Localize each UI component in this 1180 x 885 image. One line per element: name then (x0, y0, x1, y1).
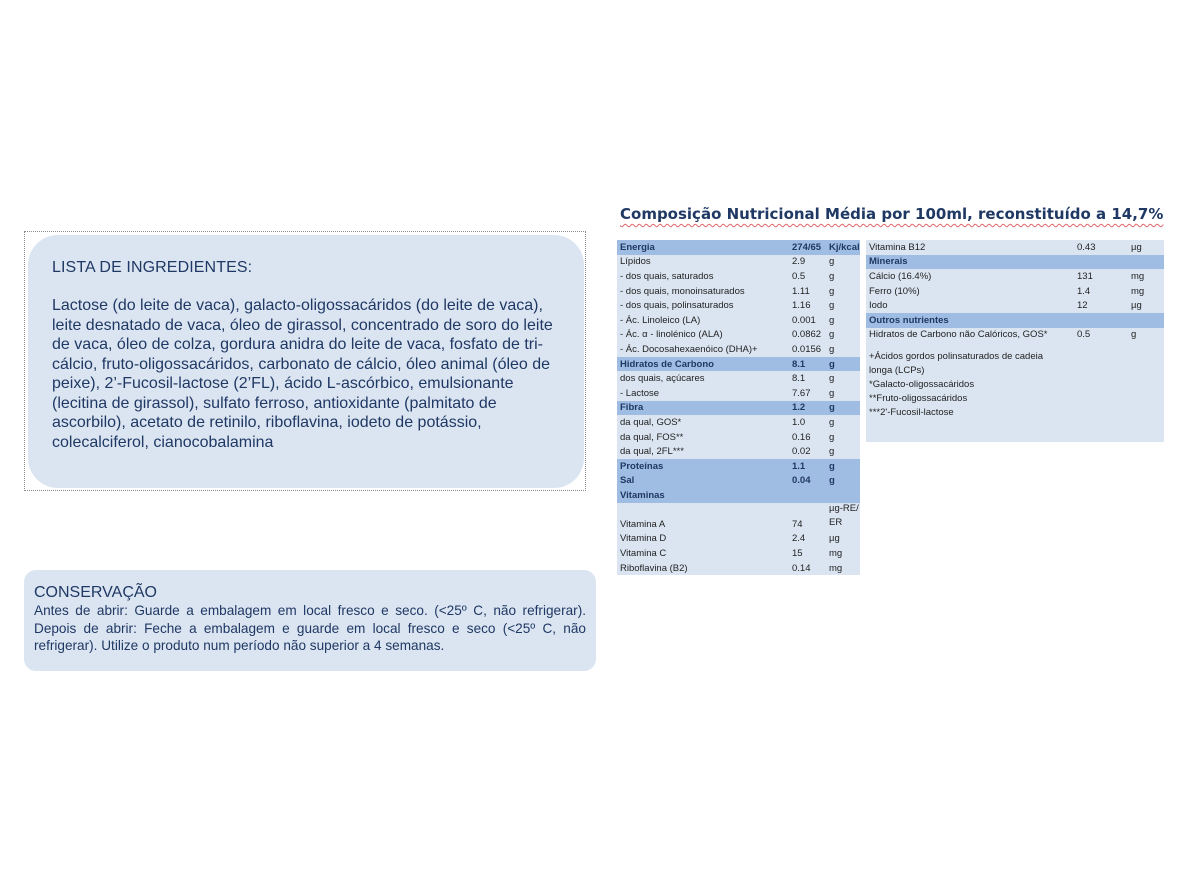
nutrient-unit: g (829, 460, 835, 472)
nutrient-unit: Kj/kcal (829, 241, 860, 253)
nutrient-unit: g (829, 343, 835, 355)
nutrient-value: 15 (792, 548, 803, 560)
nutrient-name: Outros nutrientes (869, 314, 949, 326)
nutrient-value: 1.11 (792, 285, 810, 297)
nutrition-row (617, 386, 860, 401)
nutrient-value: 0.43 (1077, 241, 1096, 253)
nutrient-unit: g (829, 358, 835, 370)
nutrient-value: 7.67 (792, 387, 811, 399)
nutrient-name: Proteínas (620, 460, 664, 472)
nutrient-value: 0.5 (1077, 329, 1091, 341)
conservation-card (24, 570, 596, 671)
nutrient-value: 131 (1077, 270, 1093, 282)
nutrition-right-rows (866, 240, 1164, 342)
nutrient-unit: g (829, 256, 835, 268)
nutrition-row (866, 328, 1164, 343)
ingredients-card (28, 235, 584, 488)
nutrient-value: 0.0156 (792, 343, 822, 355)
nutrient-value: 0.14 (792, 562, 811, 574)
nutrient-name: da qual, 2FL*** (620, 446, 684, 458)
nutrient-value: 0.02 (792, 446, 811, 458)
nutrient-value: 1.0 (792, 416, 806, 428)
nutrient-unit: mg (1131, 285, 1145, 297)
nutrition-row (617, 430, 860, 445)
nutrient-value: 0.0862 (792, 329, 822, 341)
nutrient-name: Sal (620, 475, 635, 487)
footnote: **Fruto-oligossacáridos (869, 393, 968, 405)
nutrient-value: 1.1 (792, 460, 806, 472)
nutrition-notes (866, 342, 1164, 420)
nutrient-value: 8.1 (792, 358, 806, 370)
nutrient-unit: µg (1131, 300, 1142, 312)
nutrient-name: Iodo (869, 300, 888, 312)
nutrition-row (617, 561, 860, 576)
nutrition-row (866, 269, 1164, 284)
nutrient-name: - dos quais, polinsaturados (620, 300, 734, 312)
nutrient-unit: g (829, 373, 835, 385)
nutrient-unit: µg (1131, 241, 1142, 253)
nutrition-row (617, 546, 860, 561)
conservation-text: Antes de abrir: Guarde a embalagem em local fresco e seco. (<25º C, não refrigerar). Depois de abrir: Feche a embalagem e guarde em local fresco e seco (<25º C, não refrigerar). Utilize o produto num período não superior a 4 semanas. (34, 603, 586, 653)
nutrient-value: 0.5 (792, 270, 806, 282)
nutrient-name: Vitamina B12 (869, 241, 926, 253)
nutrient-value: 2.9 (792, 256, 806, 268)
nutrition-row (617, 284, 860, 299)
nutrient-name: Fibra (620, 402, 644, 414)
nutrition-row (617, 298, 860, 313)
nutrient-name: Minerais (869, 256, 908, 268)
nutrient-unit: g (829, 300, 835, 312)
nutrient-name: Ferro (10%) (869, 285, 920, 297)
ingredients-text: Lactose (do leite de vaca), galacto-oligossacáridos (do leite de vaca), leite desnatado de vaca, óleo de girassol, concentrado de soro do leite de vaca, óleo de colza, gordura anidra do leite de vaca, fosfato de tri-cálcio, fruto-oligossacáridos, carbonato de cálcio, óleo animal (óleo de peixe), 2’-Fucosil-lactose (2’FL), ácido L-ascórbico, emulsionante (lecitina de girassol), sulfato ferroso, antioxidante (palmitato de ascorbilo), acetato de retinilo, riboflavina, iodeto de potássio, colecalciferol, cianocobalamina (52, 297, 553, 451)
nutrient-name: Vitamina D (620, 533, 667, 545)
nutrient-unit: g (829, 446, 835, 458)
nutrient-name: - dos quais, saturados (620, 270, 714, 282)
nutrient-unit: g (1131, 329, 1137, 341)
nutrition-row (617, 328, 860, 343)
nutrition-row (617, 357, 860, 372)
nutrient-name: da qual, FOS** (620, 431, 684, 443)
nutrient-value: 1.4 (1077, 285, 1091, 297)
nutrient-unit: g (829, 431, 835, 443)
nutrition-row (866, 255, 1164, 270)
nutrient-unit: g (829, 329, 835, 341)
nutrient-unit: g (829, 270, 835, 282)
conservation-title: CONSERVAÇÃO (34, 584, 157, 601)
nutrient-unit: µg (829, 533, 840, 545)
nutrient-name: - Ác. Docosahexaenóico (DHA)+ (620, 343, 758, 355)
nutrient-name: Vitamina A (620, 518, 666, 530)
nutrition-row (617, 401, 860, 416)
nutrition-row (617, 459, 860, 474)
nutrition-row (866, 298, 1164, 313)
nutrient-unit: g (829, 475, 835, 487)
nutrient-unit: g (829, 387, 835, 399)
nutrient-unit: g (829, 314, 835, 326)
nutrition-row (617, 269, 860, 284)
nutrient-value: 274/65 (792, 241, 822, 253)
nutrient-name: Energia (620, 241, 655, 253)
nutrition-row (617, 240, 860, 255)
nutrient-value: 74 (792, 518, 803, 530)
nutrition-row (617, 488, 860, 503)
nutrient-unit: g (829, 402, 835, 414)
nutrient-name: - Ác. Linoleico (LA) (620, 314, 701, 326)
nutrient-value: 0.001 (792, 314, 816, 326)
nutrition-row (866, 313, 1164, 328)
nutrient-name: Riboflavina (B2) (620, 562, 688, 574)
nutrient-name: da qual, GOS* (620, 416, 682, 428)
nutrient-name: - Ác. α - linolénico (ALA) (620, 329, 723, 341)
nutrient-unit: g (829, 416, 835, 428)
nutrient-name: - Lactose (620, 387, 660, 399)
nutrient-name: dos quais, açúcares (620, 373, 705, 385)
nutrient-name: Hidratos de Carbono (620, 358, 714, 370)
nutrient-name: Hidratos de Carbono não Calóricos, GOS* (869, 329, 1048, 341)
nutrition-row (617, 371, 860, 386)
nutrient-name: Vitamina C (620, 548, 667, 560)
footnote: +Ácidos gordos polinsaturados de cadeia (869, 351, 1044, 363)
nutrition-row (617, 503, 860, 532)
nutrient-value: 0.04 (792, 475, 811, 487)
nutrition-table-left (617, 240, 860, 575)
nutrient-name: Cálcio (16.4%) (869, 270, 932, 282)
nutrient-unit: mg (1131, 270, 1145, 282)
nutrition-row (866, 240, 1164, 255)
nutrient-value: 1.2 (792, 402, 806, 414)
nutrient-name: Vitaminas (620, 489, 665, 501)
nutrition-row (866, 284, 1164, 299)
nutrition-title: Composição Nutricional Média por 100ml, reconstituído a 14,7% (620, 205, 1164, 223)
nutrition-row (617, 444, 860, 459)
nutrient-unit: mg (829, 562, 843, 574)
nutrition-row (617, 255, 860, 270)
nutrition-row (617, 342, 860, 357)
nutrient-value: 8.1 (792, 373, 806, 385)
nutrient-name: Lípidos (620, 256, 651, 268)
footnote: *Galacto-oligossacáridos (869, 379, 975, 391)
nutrient-name: - dos quais, monoinsaturados (620, 285, 745, 297)
nutrient-unit: µg-RE/ER (829, 502, 859, 528)
nutrition-row (617, 313, 860, 328)
nutrition-row (617, 474, 860, 489)
nutrient-value: 12 (1077, 300, 1088, 312)
nutrition-table-right (866, 240, 1164, 442)
nutrient-value: 0.16 (792, 431, 811, 443)
ingredients-title: LISTA DE INGREDIENTES: (52, 259, 253, 276)
nutrient-value: 1.16 (792, 300, 811, 312)
nutrient-value: 2.4 (792, 533, 806, 545)
nutrition-row (617, 532, 860, 547)
nutrient-unit: mg (829, 548, 843, 560)
nutrient-unit: g (829, 285, 835, 297)
footnote: longa (LCPs) (869, 365, 925, 377)
nutrition-row (617, 415, 860, 430)
footnote: ***2'-Fucosil-lactose (869, 407, 954, 419)
